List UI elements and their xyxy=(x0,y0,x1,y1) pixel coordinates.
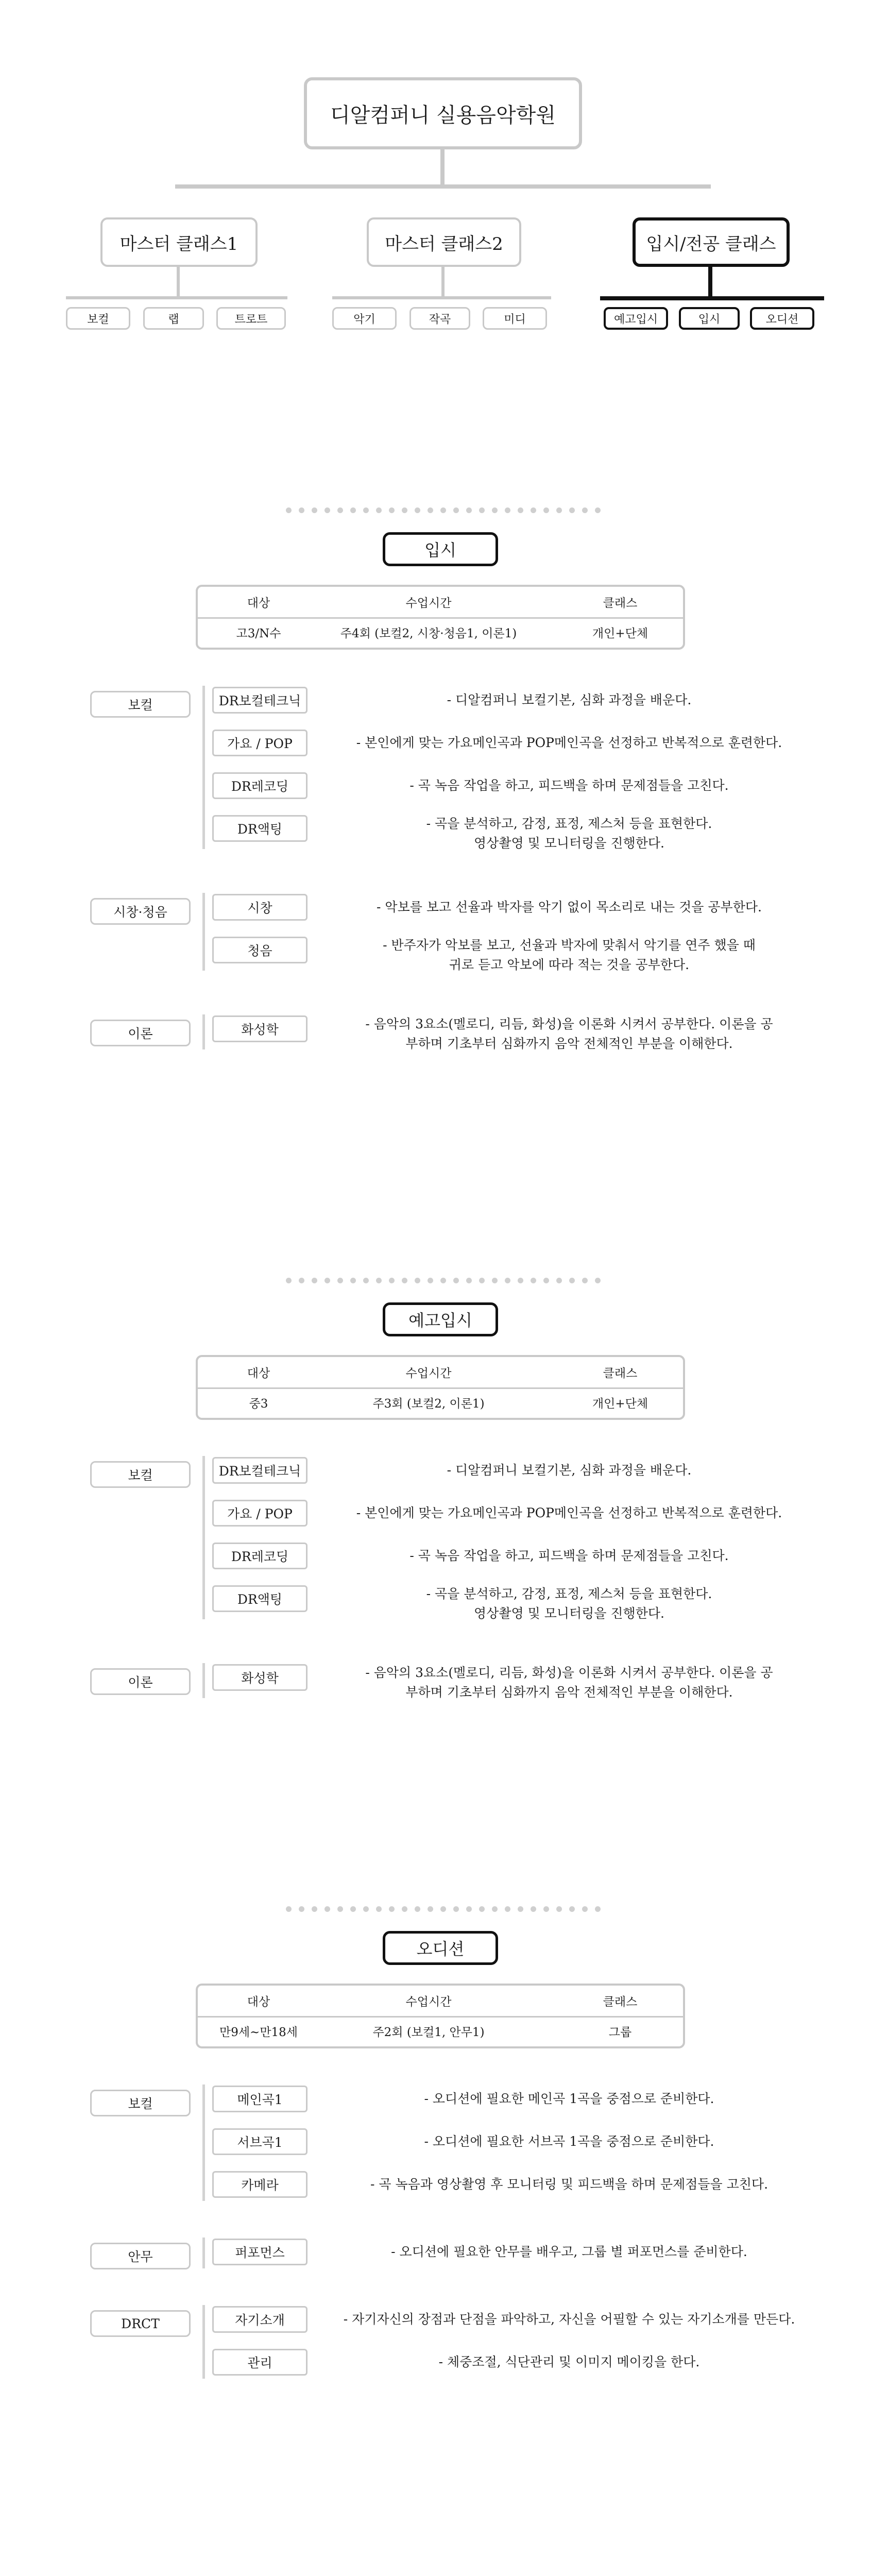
description-line: - 오디션에 필요한 서브곡 1곡을 중점으로 준비한다. xyxy=(424,2134,714,2149)
divider-dot xyxy=(312,1906,317,1912)
divider-dot xyxy=(479,1278,485,1283)
divider-dot xyxy=(286,1278,292,1283)
group-vertical-bar xyxy=(202,1663,205,1698)
description-line: - 음악의 3요소(멜로디, 리듬, 화성)을 이론화 시켜서 공부한다. 이론을 공 xyxy=(365,1665,773,1680)
course-description xyxy=(314,2310,824,2329)
divider-dot xyxy=(299,507,304,513)
sub-midi[interactable] xyxy=(483,307,547,330)
course-label-text: 화성학 xyxy=(241,1671,279,1686)
section-title-label: 오디션 xyxy=(416,1939,465,1959)
course-description xyxy=(314,1014,824,1054)
divider-dot xyxy=(376,1906,382,1912)
course-label-text: 시창 xyxy=(247,901,272,916)
description-line: - 곡을 분석하고, 감정, 표정, 제스처 등을 표현한다. xyxy=(426,816,712,831)
divider-dot xyxy=(402,507,407,513)
divider-dot xyxy=(543,1906,549,1912)
divider-dot xyxy=(595,1278,601,1283)
course-label-text: 가요 / POP xyxy=(227,1506,293,1521)
description-line: - 음악의 3요소(멜로디, 리듬, 화성)을 이론화 시켜서 공부한다. 이론을 공 xyxy=(365,1016,773,1031)
divider-dot xyxy=(337,1278,343,1283)
category-label: DRCT xyxy=(121,2316,160,2331)
course-label-text: 자기소개 xyxy=(235,2313,285,2328)
branch-3-bar xyxy=(600,296,824,300)
course-label xyxy=(212,1457,308,1484)
divider-dot xyxy=(505,1906,510,1912)
sub-vocal[interactable] xyxy=(66,307,130,330)
section-title xyxy=(383,532,498,566)
divider-dot xyxy=(556,1906,562,1912)
sub-audition[interactable] xyxy=(750,307,814,330)
course-label xyxy=(212,730,308,756)
category-box xyxy=(90,691,191,718)
course-label xyxy=(212,1500,308,1527)
info-header-cell: 수업시간 xyxy=(405,1367,452,1380)
course-label-text: 청음 xyxy=(247,943,272,958)
course-label xyxy=(212,2171,308,2198)
description-line: - 디알컴퍼니 보컬기본, 심화 과정을 배운다. xyxy=(447,692,692,707)
org-hbar xyxy=(175,184,711,189)
info-value-cell: 만9세~만18세 xyxy=(219,2026,298,2039)
divider-dot xyxy=(453,1906,459,1912)
course-description xyxy=(314,936,824,975)
info-header-cell: 대상 xyxy=(247,597,270,610)
divider-dot xyxy=(415,1278,420,1283)
info-value-cell: 그룹 xyxy=(608,2026,632,2039)
divider-dot xyxy=(428,1906,433,1912)
description-line: - 악보를 보고 선율과 박자를 악기 없이 목소리로 내는 것을 공부한다. xyxy=(377,900,762,914)
sub-vocal-label: 보컬 xyxy=(87,313,109,326)
section-title xyxy=(383,1931,498,1965)
divider-dot xyxy=(518,1278,523,1283)
category-box xyxy=(90,2090,191,2116)
divider-dot xyxy=(363,1278,369,1283)
course-label-text: DR액팅 xyxy=(237,1592,283,1607)
category-box xyxy=(90,1668,191,1695)
divider-dot xyxy=(325,507,330,513)
divider-dot xyxy=(299,1906,304,1912)
course-label xyxy=(212,937,308,963)
branch-1-stem xyxy=(177,267,180,298)
info-header-cell: 대상 xyxy=(247,1995,270,2009)
divider-dot xyxy=(556,1278,562,1283)
section-info-table xyxy=(196,1355,685,1420)
group-vertical-bar xyxy=(202,2238,205,2268)
sub-arts-hs[interactable] xyxy=(604,307,668,330)
category-label: 보컬 xyxy=(128,1468,153,1483)
course-label xyxy=(212,772,308,799)
sub-instrument[interactable] xyxy=(332,307,397,330)
sub-entrance-label: 입시 xyxy=(698,313,721,326)
branch-admission[interactable] xyxy=(633,217,790,267)
divider-dot xyxy=(479,507,485,513)
sub-trot-label: 트로트 xyxy=(234,313,268,326)
course-label-text: 카메라 xyxy=(241,2178,279,2193)
description-line: - 본인에게 맞는 가요메인곡과 POP메인곡을 선정하고 반복적으로 훈련한다. xyxy=(356,1505,782,1520)
course-description xyxy=(314,733,824,753)
divider-dot xyxy=(428,1278,433,1283)
group-vertical-bar xyxy=(202,1014,205,1049)
divider-dot xyxy=(543,507,549,513)
course-description xyxy=(314,1584,824,1623)
category-label: 보컬 xyxy=(128,2096,153,2111)
divider-dot xyxy=(505,507,510,513)
info-value-cell: 주3회 (보컬2, 이론1) xyxy=(372,1397,485,1411)
divider-dot xyxy=(492,1906,498,1912)
divider-dot xyxy=(389,1906,395,1912)
branch-3-stem xyxy=(708,267,712,298)
divider-dot xyxy=(350,1278,356,1283)
divider-dot xyxy=(337,1906,343,1912)
info-table-separator xyxy=(198,617,683,619)
org-root xyxy=(304,77,582,149)
course-description xyxy=(314,814,824,853)
course-description xyxy=(314,1503,824,1523)
divider-dot xyxy=(440,507,446,513)
divider-dot xyxy=(479,1906,485,1912)
divider-dot xyxy=(402,1278,407,1283)
info-header-cell: 클래스 xyxy=(603,1995,638,2009)
info-value-cell: 주4회 (보컬2, 시창·청음1, 이론1) xyxy=(340,627,517,640)
divider-dot xyxy=(595,1906,601,1912)
sub-entrance[interactable] xyxy=(679,307,740,330)
divider-dot xyxy=(466,1278,472,1283)
description-line: 영상촬영 및 모니터링을 진행한다. xyxy=(474,836,664,851)
info-value-cell: 개인+단체 xyxy=(592,627,648,640)
info-header-row xyxy=(198,1357,683,1387)
course-description xyxy=(314,2089,824,2109)
branch-master-1[interactable] xyxy=(100,217,258,267)
course-description xyxy=(314,1461,824,1480)
group-vertical-bar xyxy=(202,686,205,849)
divider-dot xyxy=(556,507,562,513)
divider-dot xyxy=(531,1906,536,1912)
course-label-text: DR레코딩 xyxy=(231,779,289,794)
info-header-cell: 수업시간 xyxy=(405,597,452,610)
branch-master-1-label: 마스터 클래스1 xyxy=(119,233,238,255)
course-label xyxy=(212,1585,308,1612)
description-line: 부하며 기초부터 심화까지 음악 전체적인 부분을 이해한다. xyxy=(405,1685,733,1700)
divider-dot xyxy=(582,1906,588,1912)
description-line: - 곡 녹음과 영상촬영 후 모니터링 및 피드백을 하며 문제점들을 고친다. xyxy=(370,2177,768,2192)
divider-dot xyxy=(569,507,575,513)
section-divider-dots xyxy=(286,507,601,513)
course-description xyxy=(314,776,824,795)
sub-arts-hs-label: 예고입시 xyxy=(613,313,658,326)
branch-2-bar xyxy=(332,296,551,299)
divider-dot xyxy=(376,1278,382,1283)
course-label xyxy=(212,815,308,842)
divider-dot xyxy=(492,507,498,513)
description-line: - 곡을 분석하고, 감정, 표정, 제스처 등을 표현한다. xyxy=(426,1586,712,1601)
course-label xyxy=(212,1664,308,1691)
info-table-separator xyxy=(198,2016,683,2018)
category-label: 보컬 xyxy=(128,698,153,713)
course-label-text: 관리 xyxy=(247,2355,272,2370)
category-box xyxy=(90,1020,191,1046)
divider-dot xyxy=(312,507,317,513)
info-header-cell: 수업시간 xyxy=(405,1995,452,2009)
divider-dot xyxy=(440,1278,446,1283)
description-line: - 오디션에 필요한 안무를 배우고, 그룹 별 퍼포먼스를 준비한다. xyxy=(391,2244,747,2259)
info-value-row xyxy=(198,617,683,648)
section-title xyxy=(383,1302,498,1336)
description-line: 귀로 듣고 악보에 따라 적는 것을 공부한다. xyxy=(449,957,690,972)
description-line: - 오디션에 필요한 메인곡 1곡을 중점으로 준비한다. xyxy=(424,2091,714,2106)
course-description xyxy=(314,690,824,710)
divider-dot xyxy=(492,1278,498,1283)
divider-dot xyxy=(466,1906,472,1912)
description-line: - 본인에게 맞는 가요메인곡과 POP메인곡을 선정하고 반복적으로 훈련한다. xyxy=(356,735,782,750)
course-description xyxy=(314,2352,824,2372)
course-label-text: DR액팅 xyxy=(237,822,283,837)
info-header-cell: 클래스 xyxy=(603,1367,638,1380)
category-label: 이론 xyxy=(128,1026,153,1041)
category-label: 안무 xyxy=(128,2249,153,2264)
category-label: 시창·청음 xyxy=(113,905,167,920)
divider-dot xyxy=(415,1906,420,1912)
divider-dot xyxy=(286,507,292,513)
section-title-label: 입시 xyxy=(424,540,456,560)
group-vertical-bar xyxy=(202,2084,205,2201)
category-box xyxy=(90,2310,191,2337)
info-header-row xyxy=(198,587,683,617)
section-info-table xyxy=(196,585,685,650)
branch-2-stem xyxy=(441,267,445,298)
category-label: 이론 xyxy=(128,1675,153,1690)
sub-midi-label: 미디 xyxy=(504,313,526,326)
sub-compose-label: 작곡 xyxy=(429,313,451,326)
divider-dot xyxy=(428,507,433,513)
info-value-row xyxy=(198,2016,683,2046)
sub-rap[interactable] xyxy=(143,307,204,330)
course-description xyxy=(314,897,824,917)
info-value-cell: 중3 xyxy=(249,1397,268,1411)
divider-dot xyxy=(453,1278,459,1283)
description-line: 영상촬영 및 모니터링을 진행한다. xyxy=(474,1606,664,1621)
description-line: - 반주자가 악보를 보고, 선율과 박자에 맞춰서 악기를 연주 했을 때 xyxy=(383,938,756,953)
course-label-text: 가요 / POP xyxy=(227,736,293,751)
description-line: - 곡 녹음 작업을 하고, 피드백을 하며 문제점들을 고친다. xyxy=(409,1548,729,1563)
course-description xyxy=(314,1663,824,1702)
course-description xyxy=(314,1546,824,1566)
divider-dot xyxy=(440,1906,446,1912)
divider-dot xyxy=(299,1278,304,1283)
divider-dot xyxy=(518,1906,523,1912)
course-label-text: 메인곡1 xyxy=(237,2092,283,2107)
divider-dot xyxy=(466,507,472,513)
group-vertical-bar xyxy=(202,2305,205,2379)
info-header-cell: 클래스 xyxy=(603,597,638,610)
divider-dot xyxy=(453,507,459,513)
branch-admission-label: 입시/전공 클래스 xyxy=(646,233,776,255)
course-label xyxy=(212,894,308,921)
divider-dot xyxy=(569,1278,575,1283)
category-box xyxy=(90,2243,191,2269)
description-line: - 자기자신의 장점과 단점을 파악하고, 자신을 어필할 수 있는 자기소개를 만든다. xyxy=(343,2312,795,2327)
group-vertical-bar xyxy=(202,1456,205,1619)
divider-dot xyxy=(325,1278,330,1283)
divider-dot xyxy=(402,1906,407,1912)
description-line: 부하며 기초부터 심화까지 음악 전체적인 부분을 이해한다. xyxy=(405,1036,733,1051)
course-label-text: DR보컬테크닉 xyxy=(218,693,301,708)
info-value-cell: 주2회 (보컬1, 안무1) xyxy=(372,2026,485,2039)
branch-1-bar xyxy=(66,296,287,299)
course-label xyxy=(212,2239,308,2265)
course-label xyxy=(212,687,308,714)
branch-master-2-label: 마스터 클래스2 xyxy=(385,233,503,255)
divider-dot xyxy=(337,507,343,513)
course-label xyxy=(212,2128,308,2155)
section-title-label: 예고입시 xyxy=(408,1311,472,1330)
divider-dot xyxy=(505,1278,510,1283)
group-vertical-bar xyxy=(202,893,205,971)
divider-dot xyxy=(363,1906,369,1912)
divider-dot xyxy=(350,507,356,513)
info-value-cell: 고3/N수 xyxy=(236,627,281,640)
sub-compose[interactable] xyxy=(409,307,470,330)
branch-master-2[interactable] xyxy=(367,217,521,267)
course-label-text: 서브곡1 xyxy=(237,2135,283,2150)
course-description xyxy=(314,2175,824,2194)
sub-trot[interactable] xyxy=(216,307,286,330)
divider-dot xyxy=(582,1278,588,1283)
course-label xyxy=(212,2086,308,2112)
divider-dot xyxy=(518,507,523,513)
org-root-stem xyxy=(440,149,445,185)
category-box xyxy=(90,898,191,925)
sub-instrument-label: 악기 xyxy=(353,313,375,326)
course-description xyxy=(314,2132,824,2151)
info-header-cell: 대상 xyxy=(247,1367,270,1380)
description-line: - 곡 녹음 작업을 하고, 피드백을 하며 문제점들을 고친다. xyxy=(409,778,729,793)
divider-dot xyxy=(325,1906,330,1912)
sub-audition-label: 오디션 xyxy=(765,313,799,326)
divider-dot xyxy=(543,1278,549,1283)
divider-dot xyxy=(582,507,588,513)
course-label-text: DR레코딩 xyxy=(231,1549,289,1564)
sub-rap-label: 랩 xyxy=(168,313,179,326)
course-label xyxy=(212,1543,308,1569)
category-box xyxy=(90,1461,191,1488)
course-label-text: 화성학 xyxy=(241,1022,279,1037)
course-label-text: DR보컬테크닉 xyxy=(218,1464,301,1479)
divider-dot xyxy=(389,1278,395,1283)
info-value-cell: 개인+단체 xyxy=(592,1397,648,1411)
divider-dot xyxy=(286,1906,292,1912)
section-divider-dots xyxy=(286,1906,601,1912)
info-table-separator xyxy=(198,1387,683,1389)
divider-dot xyxy=(312,1278,317,1283)
info-header-row xyxy=(198,1986,683,2016)
divider-dot xyxy=(389,507,395,513)
section-info-table xyxy=(196,1984,685,2048)
course-label xyxy=(212,2349,308,2376)
divider-dot xyxy=(569,1906,575,1912)
divider-dot xyxy=(531,1278,536,1283)
divider-dot xyxy=(595,507,601,513)
course-label xyxy=(212,2306,308,2333)
divider-dot xyxy=(376,507,382,513)
info-value-row xyxy=(198,1387,683,1418)
divider-dot xyxy=(415,507,420,513)
course-label xyxy=(212,1015,308,1042)
org-root-label: 디알컴퍼니 실용음악학원 xyxy=(330,103,556,127)
description-line: - 디알컴퍼니 보컬기본, 심화 과정을 배운다. xyxy=(447,1463,692,1478)
course-label-text: 퍼포먼스 xyxy=(235,2245,285,2260)
description-line: - 체중조절, 식단관리 및 이미지 메이킹을 한다. xyxy=(438,2354,700,2369)
divider-dot xyxy=(350,1906,356,1912)
divider-dot xyxy=(531,507,536,513)
section-divider-dots xyxy=(286,1278,601,1283)
course-description xyxy=(314,2242,824,2262)
divider-dot xyxy=(363,507,369,513)
